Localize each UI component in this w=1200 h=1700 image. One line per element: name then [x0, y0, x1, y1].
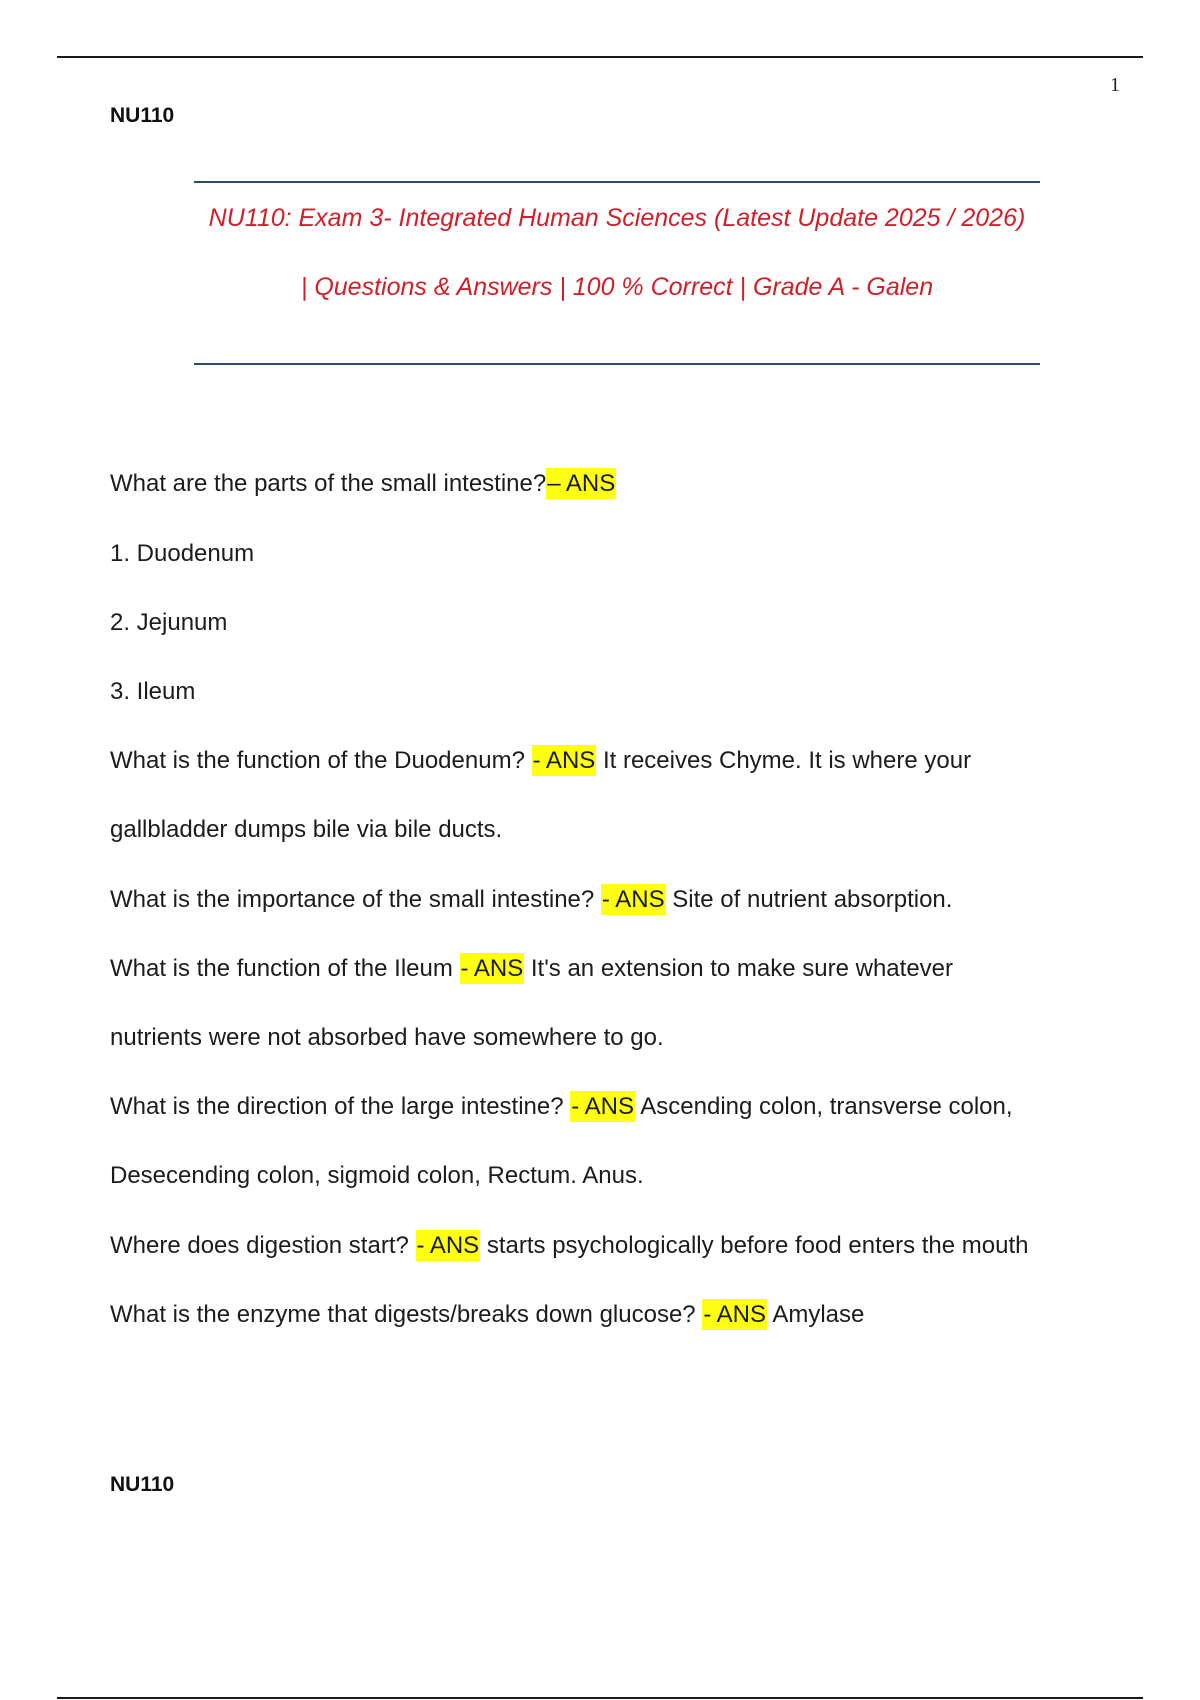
answer-continuation-text: gallbladder dumps bile via bile ducts.: [110, 816, 503, 843]
question-text: What are the parts of the small intestine?: [110, 470, 547, 497]
document-title-line-1: NU110: Exam 3- Integrated Human Sciences (Latest Update 2025 / 2026): [208, 204, 1026, 232]
list-item: [110, 606, 227, 640]
list-item-text: 1. Duodenum: [110, 540, 255, 567]
list-item: [110, 537, 254, 571]
answer-text: It receives Chyme. It is where your: [596, 747, 972, 774]
document-title-line-2: | Questions & Answers | 100 % Correct | Grade A - Galen: [300, 273, 934, 301]
top-rule: [57, 56, 1143, 58]
answer-marker: – ANS: [547, 470, 616, 497]
answer-text: Ascending colon, transverse colon,: [634, 1093, 1013, 1120]
answer-marker: - ANS: [571, 1093, 634, 1120]
answer-text: It's an extension to make sure whatever: [524, 955, 954, 982]
answer-text: Amylase: [767, 1301, 865, 1328]
answer-text: starts psychologically before food enters the mouth: [480, 1232, 1029, 1259]
document-title-block: [194, 181, 1040, 365]
question-text: What is the enzyme that digests/breaks down glucose?: [110, 1301, 703, 1328]
list-item-text: 2. Jejunum: [110, 609, 228, 636]
question-text: Where does digestion start?: [110, 1232, 416, 1259]
answer-continuation-text: Desecending colon, sigmoid colon, Rectum. Anus.: [110, 1162, 644, 1189]
question-text: What is the direction of the large intestine?: [110, 1093, 571, 1120]
question-line: [110, 1229, 1028, 1263]
continuation-line: [110, 1159, 644, 1193]
question-line: [110, 744, 971, 778]
list-item-text: 3. Ileum: [110, 678, 196, 705]
answer-continuation-text: nutrients were not absorbed have somewhere to go.: [110, 1024, 664, 1051]
question-text: What is the function of the Ileum: [110, 955, 460, 982]
answer-marker: - ANS: [601, 886, 665, 913]
question-line: [110, 883, 952, 917]
continuation-line: [110, 813, 502, 847]
question-line: [110, 1090, 1013, 1124]
question-line: [110, 1298, 864, 1332]
answer-marker: - ANS: [460, 955, 524, 982]
question-text: What is the importance of the small intestine?: [110, 886, 601, 913]
list-item: [110, 675, 195, 709]
continuation-line: [110, 1021, 664, 1055]
question-line: [110, 467, 616, 501]
bottom-rule: [57, 1697, 1143, 1699]
header-course-code: NU110: [110, 104, 175, 127]
answer-text: Site of nutrient absorption.: [665, 886, 953, 913]
page-number: 1: [1110, 74, 1120, 96]
answer-marker: - ANS: [703, 1301, 766, 1328]
answer-marker: - ANS: [532, 747, 596, 774]
question-text: What is the function of the Duodenum?: [110, 747, 532, 774]
question-line: [110, 952, 953, 986]
footer-course-code: NU110: [110, 1473, 175, 1496]
answer-marker: - ANS: [416, 1232, 480, 1259]
